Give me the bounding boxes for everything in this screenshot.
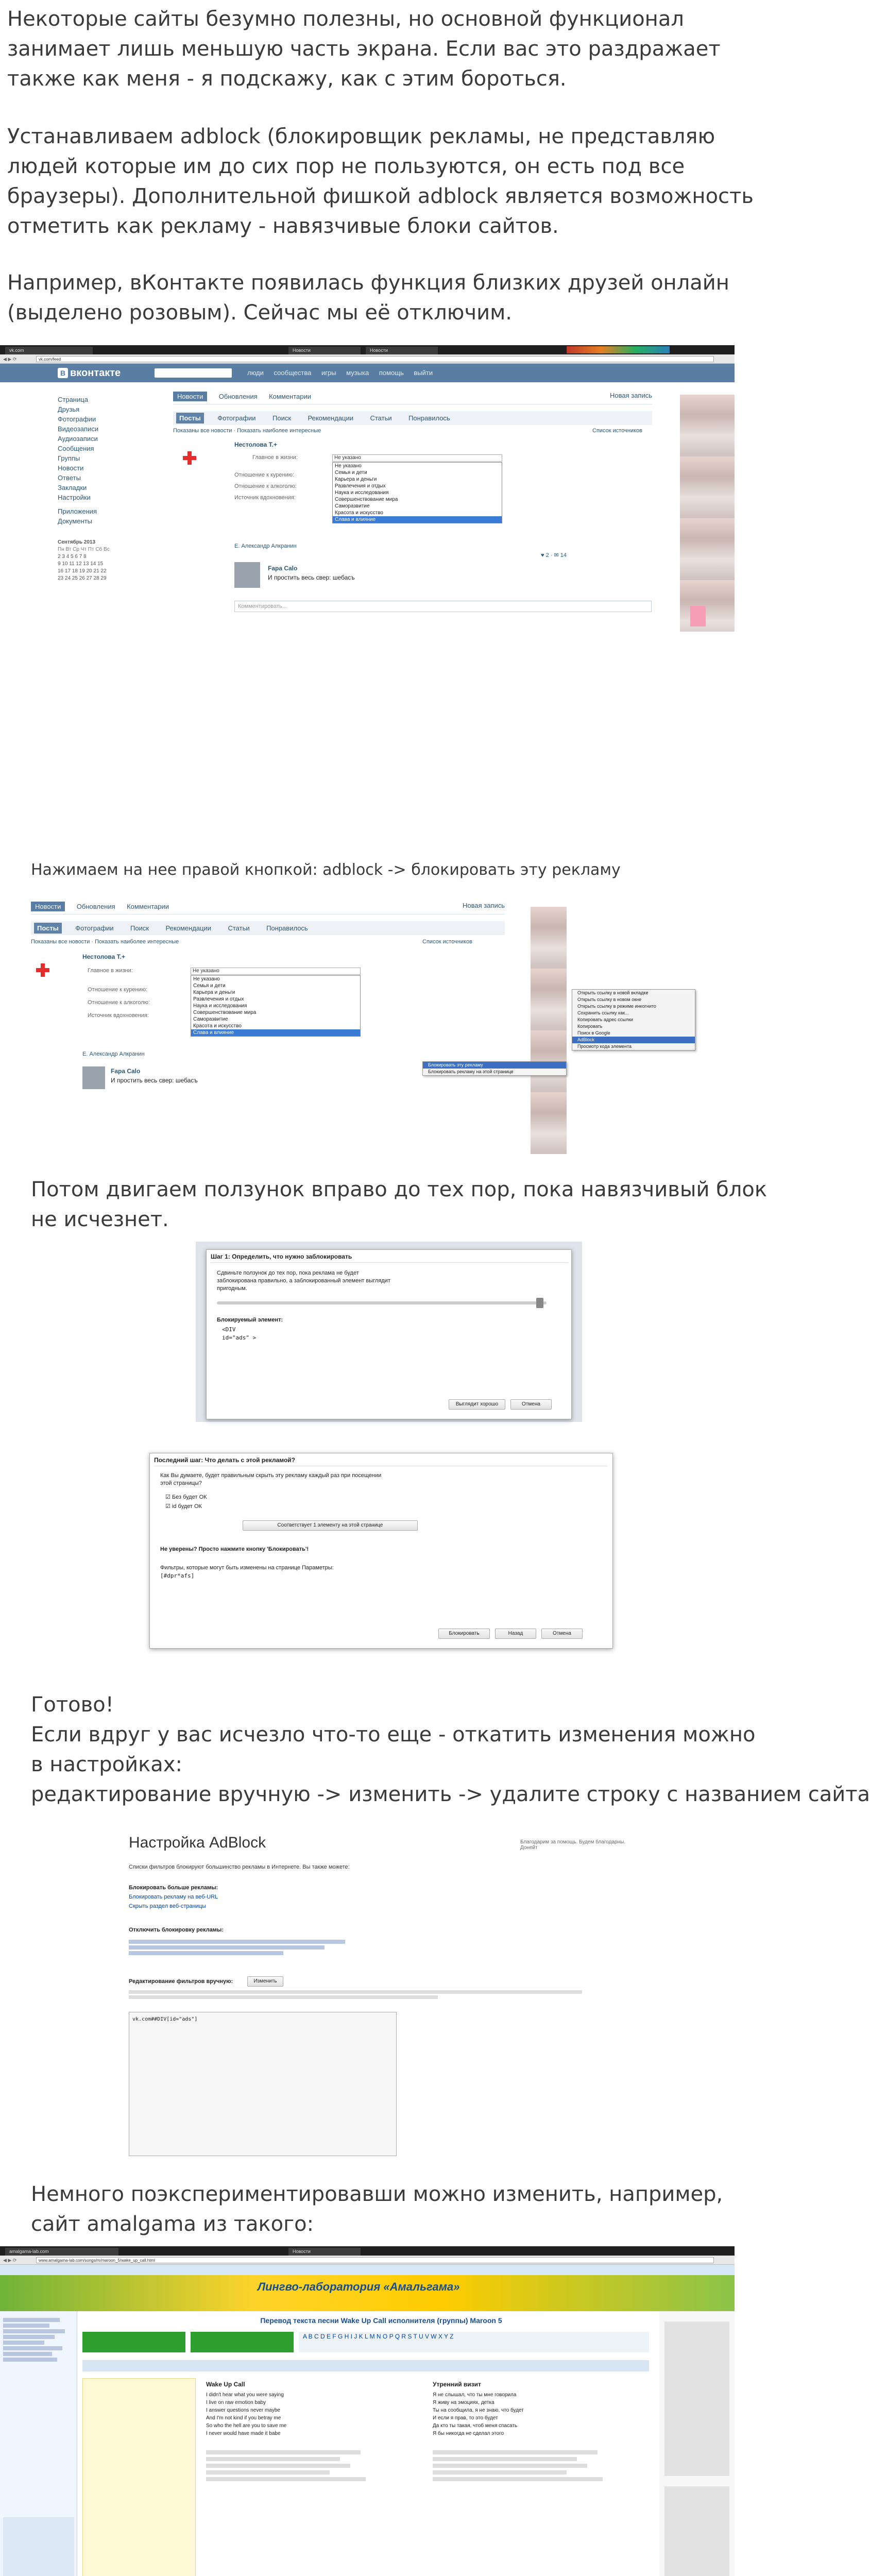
form-label: Отношение к курению:: [88, 987, 148, 993]
browser-addressbar: [0, 354, 735, 364]
dropdown-option[interactable]: Не указано: [193, 976, 220, 982]
dialog-text: этой страницы?: [160, 1480, 202, 1486]
dropdown-option[interactable]: Семья и дети: [335, 470, 367, 476]
back-button[interactable]: Назад: [495, 1629, 536, 1639]
life-priority-dropdown[interactable]: [191, 975, 361, 1037]
feed-filter-link[interactable]: Показаны все новости · Показать наиболее интересные: [173, 428, 321, 434]
block-this-ad-item[interactable]: Блокировать эту рекламу: [423, 1062, 566, 1069]
amalgama-right-ads[interactable]: [659, 2311, 735, 2576]
translation-title: Утренний визит: [433, 2381, 481, 2388]
settings-links: [129, 1883, 218, 1911]
dialog-text: пригодным.: [217, 1285, 247, 1292]
step3-caption: [31, 1175, 765, 1234]
sidebar-item[interactable]: Документы: [58, 517, 93, 525]
subtab-search[interactable]: Поиск: [130, 924, 149, 932]
dropdown-option[interactable]: Саморазвитие: [193, 1016, 228, 1022]
dialog-title: Последний шаг: Что делать с этой рекламой?: [154, 1456, 607, 1466]
sidebar-item[interactable]: Закладки: [58, 484, 87, 492]
subtab-liked[interactable]: Понравилось: [408, 414, 450, 422]
alphabet-bar[interactable]: A B C D E F G H I J K L M N O P Q R S T U V W X Y Z: [299, 2332, 649, 2352]
original-lyrics: [206, 2391, 402, 2437]
dropdown-option[interactable]: Совершенствование мира: [193, 1010, 257, 1015]
form-label: Источник вдохновения:: [234, 495, 296, 501]
red-cross-icon: [183, 451, 196, 465]
subtab-search[interactable]: Поиск: [272, 414, 292, 422]
dialog-body: [160, 1472, 521, 1487]
form-label: Главное в жизни:: [88, 968, 133, 974]
intro-line: браузеры). Дополнительной фишкой adblock является возможность: [7, 184, 754, 208]
form-label: Источник вдохновения:: [88, 1012, 149, 1019]
vk-screenshot: [0, 345, 735, 837]
step4-caption: [31, 1690, 870, 1809]
close-friends-online-block[interactable]: [680, 395, 735, 632]
vk-top-menu: [247, 369, 433, 377]
intro-paragraph-3: [7, 268, 742, 328]
form-label: Отношение к алкоголю:: [234, 483, 297, 489]
caption-line: в настройках:: [31, 1753, 182, 1776]
form-label: Отношение к алкоголю:: [88, 999, 150, 1006]
lyric-line: Я бы никогда не сделал этого: [433, 2431, 504, 2436]
unsure-hint: Не уверены? Просто нажмите кнопку 'Блокировать'!: [160, 1546, 309, 1552]
post2-author[interactable]: Fapa Calo: [268, 565, 298, 572]
caption-line: Если вдруг у вас исчезло что-то еще - откатить изменения можно: [31, 1723, 756, 1747]
menu-item[interactable]: выйти: [414, 369, 433, 377]
dropdown-option[interactable]: Карьера и деньги: [335, 477, 377, 482]
tab-comments[interactable]: Комментарии: [269, 393, 311, 400]
context-menu-item[interactable]: Копировать адрес ссылки: [577, 1017, 633, 1022]
feed-subtabs: [31, 921, 505, 935]
settings-help-links: [129, 1938, 428, 1967]
vk-header: [0, 364, 735, 382]
sidebar-item[interactable]: Приложения: [58, 507, 97, 515]
block-page-ads-item[interactable]: Блокировать рекламу на этой странице: [428, 1069, 514, 1074]
adblock-final-dialog: [149, 1453, 613, 1649]
dropdown-option-highlighted[interactable]: Слава и влияние: [191, 1029, 360, 1036]
tab-updates[interactable]: Обновления: [76, 903, 115, 910]
checkbox-label: id будет ОК: [172, 1503, 202, 1510]
browser-tab[interactable]: Новости: [366, 347, 438, 354]
green-banner[interactable]: [191, 2332, 294, 2352]
search-input[interactable]: [155, 368, 232, 378]
browser-tab[interactable]: vk.com: [5, 347, 93, 354]
lyric-line: Я не слышал, что ты мне говорила: [433, 2392, 517, 2398]
settings-link[interactable]: Блокировать рекламу на веб-URL: [129, 1894, 218, 1900]
dropdown-option[interactable]: Саморазвитие: [335, 503, 370, 509]
lyrics-continued-right: [433, 2448, 649, 2576]
tab-comments[interactable]: Комментарии: [127, 903, 169, 910]
life-priority-select[interactable]: Не указано: [332, 454, 502, 462]
cancel-button[interactable]: Отмена: [541, 1629, 583, 1639]
sidebar-item[interactable]: Фотографии: [58, 415, 96, 423]
dropdown-option[interactable]: Семья и дети: [193, 983, 226, 989]
like-count[interactable]: ♥ 2 · ✉ 14: [541, 552, 567, 558]
filter-line: vk.com##DIV[id="ads"]: [132, 2016, 198, 2022]
dropdown-option[interactable]: Наука и исследования: [335, 490, 389, 496]
dropdown-option[interactable]: Не указано: [335, 463, 362, 469]
intro-line: (выделено розовым). Сейчас мы её отключим.: [7, 301, 512, 325]
settings-subheading: Блокировать больше рекламы:: [129, 1885, 218, 1891]
feed-tabs: [31, 902, 505, 914]
subtab-liked[interactable]: Понравилось: [266, 924, 308, 932]
menu-item[interactable]: люди: [247, 369, 264, 377]
menu-item[interactable]: музыка: [346, 369, 369, 377]
lyric-line: So who the hell are you to save me: [206, 2423, 287, 2429]
caption-line: Потом двигаем ползунок вправо до тех пор, пока навязчивый блок: [31, 1178, 767, 1201]
address-input[interactable]: vk.com/feed: [36, 356, 714, 362]
checkbox-label: Без будет ОК: [172, 1494, 207, 1500]
adblock-dialogs-screenshot: [0, 1242, 735, 1664]
sidebar-item[interactable]: Настройки: [58, 494, 91, 501]
context-menu-item[interactable]: Сохранить ссылку как...: [577, 1010, 629, 1015]
subtab-posts[interactable]: Посты: [176, 413, 204, 423]
red-cross-icon: [36, 963, 49, 977]
amalgama-left-nav: [0, 2311, 77, 2576]
nav-arrows-icon[interactable]: ◀ ▶ ⟳: [3, 357, 17, 362]
settings-title: Настройка AdBlock: [129, 1834, 266, 1851]
caption-line: не исчезнет.: [31, 1208, 169, 1231]
caption-line: сайт amalgama из такого:: [31, 2212, 314, 2236]
friend-link[interactable]: Е. Александр Алкранин: [234, 543, 297, 549]
browser-tabbar: [0, 2246, 735, 2256]
intro-line: людей которые им до сих пор не пользуются, он есть под все: [7, 155, 685, 178]
dropdown-option[interactable]: Совершенствование мира: [335, 497, 398, 502]
sidebar-item[interactable]: Аудиозаписи: [58, 435, 98, 443]
site-title[interactable]: Лингво-лаборатория «Амальгама»: [258, 2280, 460, 2293]
life-priority-select[interactable]: Не указано: [191, 968, 361, 975]
settings-link[interactable]: Скрыть раздел веб-страницы: [129, 1903, 207, 1909]
sources-link[interactable]: Список источников: [422, 939, 472, 945]
manual-edit-label: Редактирование фильтров вручную:: [129, 1978, 233, 1985]
caption-line: Немного поэкспериментировавши можно изменить, например,: [31, 2182, 723, 2206]
sidebar-item[interactable]: Сообщения: [58, 445, 94, 452]
lyric-line: Ты на сообщила, я не знаю, что будет: [433, 2408, 524, 2413]
dialog-body: [217, 1269, 526, 1293]
context-menu[interactable]: [572, 989, 695, 1050]
blocked-element-id: id="ads" >: [222, 1334, 257, 1341]
post2-text: И простить весь свер: шебасъ: [111, 1077, 198, 1084]
feed-filter-link[interactable]: Показаны все новости · Показать наиболее интересные: [31, 939, 179, 945]
adblock-settings-screenshot: [0, 1824, 735, 2174]
form-label: Отношение к курению:: [234, 472, 295, 478]
lyric-line: I never would have made it babe: [206, 2431, 281, 2436]
intro-line: отметить как рекламу - навязчивые блоки сайтов.: [7, 214, 559, 238]
settings-subheading: Отключить блокировку рекламы:: [129, 1927, 224, 1933]
tab-news[interactable]: Новости: [173, 392, 207, 401]
lyric-line: Я живу на эмоциях, детка: [433, 2400, 494, 2405]
settings-description: Списки фильтров блокируют большинство рекламы в Интернете. Вы также можете:: [129, 1864, 350, 1870]
comment-input[interactable]: Комментировать...: [234, 601, 652, 612]
menu-item[interactable]: сообщества: [274, 369, 312, 377]
subtab-photos[interactable]: Фотографии: [217, 414, 256, 422]
intro-paragraph-2: [7, 122, 754, 241]
manual-edit-hint: [129, 1989, 592, 2005]
lyric-line: I answer questions never maybe: [206, 2408, 280, 2413]
intro-line: Устанавливаем adblock (блокировщик рекламы, не представляю: [7, 125, 715, 148]
lyric-line: И если я прав, то это будет: [433, 2415, 498, 2421]
context-menu-item[interactable]: Открыть ссылку в новом окне: [577, 997, 642, 1002]
post-avatar[interactable]: [234, 562, 260, 588]
browser-tab[interactable]: Новости: [288, 347, 361, 354]
specificity-slider[interactable]: [217, 1301, 547, 1304]
side-widget: [3, 2517, 74, 2576]
filter-text: [#dpr*afs]: [160, 1572, 195, 1579]
translated-lyrics: [433, 2391, 649, 2437]
slider-handle[interactable]: [536, 1298, 543, 1308]
subtab-articles[interactable]: Статьи: [370, 414, 392, 422]
lyric-line: Да кто ты такая, чтоб меня спасать: [433, 2423, 518, 2429]
menu-item[interactable]: игры: [321, 369, 336, 377]
vk-contextmenu-screenshot: [0, 896, 735, 1164]
intro-line: также как меня - я подскажу, как с этим бороться.: [7, 67, 567, 91]
amalgama-before-screenshot: [0, 2246, 735, 2576]
amalgama-banner: [0, 2275, 735, 2311]
new-post-link[interactable]: Новая запись: [462, 902, 505, 909]
subtab-photos[interactable]: Фотографии: [75, 924, 114, 932]
sidebar-item[interactable]: Видеозаписи: [58, 425, 99, 433]
subtab-articles[interactable]: Статьи: [228, 924, 250, 932]
context-menu-item[interactable]: Открыть ссылку в новой вкладке: [577, 990, 649, 995]
lyric-line: I live on raw emotion baby: [206, 2400, 266, 2405]
context-menu-item[interactable]: Поиск в Google: [577, 1030, 610, 1036]
post2-author[interactable]: Fapa Calo: [111, 1067, 141, 1075]
menu-item[interactable]: помощь: [379, 369, 404, 377]
vk-sidebar: [58, 395, 114, 526]
feed-subtabs: [173, 411, 652, 425]
vk-page: [0, 364, 735, 837]
address-input[interactable]: www.amalgama-lab.com/songs/m/maroon_5/wake_up_call.html: [36, 2257, 714, 2263]
nav-arrows-icon[interactable]: ◀ ▶ ⟳: [3, 2258, 17, 2263]
highlight-marker: [690, 606, 706, 626]
dropdown-option[interactable]: Развлечения и отдых: [335, 483, 386, 489]
intro-paragraph-1: [7, 4, 742, 94]
intro-line: занимает лишь меньшую часть экрана. Если вас это раздражает: [7, 37, 721, 61]
dropdown-option-highlighted[interactable]: Слава и влияние: [333, 516, 502, 523]
post-author[interactable]: Нестолова Т.+: [234, 441, 277, 448]
life-priority-dropdown[interactable]: [332, 462, 502, 523]
option-checkbox-row[interactable]: ☑ id будет ОК: [165, 1503, 202, 1510]
step5-caption: [31, 2179, 765, 2239]
vk-calendar: Сентябрь 2013 Пн Вт Ср Чт Пт Сб Вс 2 3 4 5 6 7 8 9 10 11 12 13 14 15 16 17 18 19 20 21 22 23 24 25 26 27 28 29: [58, 539, 140, 596]
intro-line: Например, вКонтакте появилась функция близких друзей онлайн: [7, 271, 729, 295]
lyric-line: And I'm not kind if you betray me: [206, 2415, 281, 2421]
dropdown-option[interactable]: Красота и искусство: [193, 1023, 242, 1029]
form-label: Главное в жизни:: [252, 454, 298, 461]
step2-caption: [31, 855, 765, 885]
filters-textarea[interactable]: [129, 2012, 397, 2156]
blocked-element-label: Блокируемый элемент:: [217, 1317, 283, 1323]
block-button[interactable]: Блокировать: [438, 1629, 490, 1639]
filter-preview: [160, 1564, 334, 1580]
amalgama-topbar: [0, 2265, 735, 2275]
settings-note: Благодарим за помощь. Будем благодарны. Донейт: [520, 1839, 626, 1851]
match-count-button[interactable]: Соответствует 1 элементу на этой странице: [243, 1520, 418, 1531]
tab-news[interactable]: Новости: [31, 902, 65, 911]
dropdown-option[interactable]: Карьера и деньги: [193, 990, 235, 995]
calendar-title: Сентябрь 2013: [58, 539, 96, 545]
lyric-line: I didn't hear what you were saying: [206, 2392, 284, 2398]
sidebar-item[interactable]: Группы: [58, 454, 80, 462]
subtab-recommendations[interactable]: Рекомендации: [165, 924, 212, 932]
tab-updates[interactable]: Обновления: [218, 393, 258, 400]
amalgama-page: [0, 2265, 735, 2576]
intro-line: Некоторые сайты безумно полезны, но основной функционал: [7, 7, 684, 31]
context-menu-item[interactable]: Просмотр кода элемента: [577, 1044, 632, 1049]
post2-text: И простить весь свер: шебасъ: [268, 574, 355, 581]
close-friends-online-block[interactable]: [531, 907, 567, 1154]
dropdown-option[interactable]: Красота и искусство: [335, 510, 383, 516]
caption-line: Нажимаем на нее правой кнопкой: adblock -> блокировать эту рекламу: [31, 861, 621, 879]
sidebar-item[interactable]: Друзья: [58, 405, 80, 413]
context-menu-item-adblock[interactable]: AdBlock: [572, 1037, 695, 1043]
browser-tab[interactable]: amalgama-lab.com: [5, 2248, 118, 2256]
context-menu-item[interactable]: Открыть ссылку в режиме инкогнито: [577, 1004, 656, 1009]
vk-logo[interactable]: В вконтакте: [58, 367, 121, 379]
caption-line: редактирование вручную -> изменить -> удалите строку с названием сайта: [31, 1783, 870, 1806]
sidebar-item[interactable]: Ответы: [58, 474, 81, 482]
green-banner[interactable]: [82, 2332, 185, 2352]
adblock-step1-dialog: [206, 1249, 572, 1419]
friend-link[interactable]: Е. Александр Алкранин: [82, 1051, 145, 1057]
filter-text: Фильтры, которые могут быть изменены на странице Параметры:: [160, 1565, 334, 1571]
cancel-button[interactable]: Отмена: [510, 1399, 552, 1410]
new-post-link[interactable]: Новая запись: [609, 392, 652, 399]
subtab-posts[interactable]: Посты: [34, 923, 62, 934]
feed-tabs: [173, 392, 652, 404]
dialog-text: Сдвиньте ползунок до тех пор, пока реклама не будет: [217, 1270, 359, 1276]
dropdown-option[interactable]: Развлечения и отдых: [193, 996, 244, 1002]
option-checkbox-row[interactable]: ☑ Без будет ОК: [165, 1494, 207, 1500]
dialog-text: Как Вы думаете, будет правильным скрыть эту рекламу каждый раз при посещении: [160, 1472, 382, 1479]
browser-extension-strip: [567, 346, 670, 353]
song-title: Перевод текста песни Wake Up Call исполнителя (группы) Maroon 5: [260, 2316, 502, 2325]
sidebar-item[interactable]: Новости: [58, 464, 84, 472]
original-title: Wake Up Call: [206, 2381, 245, 2388]
caption-line: Готово!: [31, 1693, 114, 1717]
sidebar-item[interactable]: Страница: [58, 396, 88, 403]
post-avatar[interactable]: [82, 1066, 105, 1089]
lyrics-continued-left: [206, 2448, 402, 2576]
breadcrumb-bar: [82, 2360, 649, 2371]
edit-filters-button[interactable]: Изменить: [247, 1976, 283, 1987]
blocked-element-tag: <DIV: [222, 1326, 236, 1333]
ad-block-left[interactable]: [82, 2378, 196, 2576]
context-menu-item[interactable]: Копировать: [577, 1024, 603, 1029]
looks-good-button[interactable]: Выглядит хорошо: [449, 1399, 505, 1410]
browser-tabbar: [0, 345, 735, 354]
post-author[interactable]: Нестолова Т.+: [82, 953, 125, 960]
dropdown-option[interactable]: Наука и исследования: [193, 1003, 247, 1009]
subtab-recommendations[interactable]: Рекомендации: [308, 414, 354, 422]
dialog-text: заблокирована правильно, а заблокированный элемент выглядит: [217, 1278, 390, 1284]
dialog-title: Шаг 1: Определить, что нужно заблокировать: [211, 1253, 568, 1263]
browser-tab[interactable]: Новости: [288, 2248, 361, 2256]
browser-addressbar: [0, 2256, 735, 2265]
sources-link[interactable]: Список источников: [592, 428, 642, 434]
adblock-submenu[interactable]: [422, 1061, 567, 1076]
